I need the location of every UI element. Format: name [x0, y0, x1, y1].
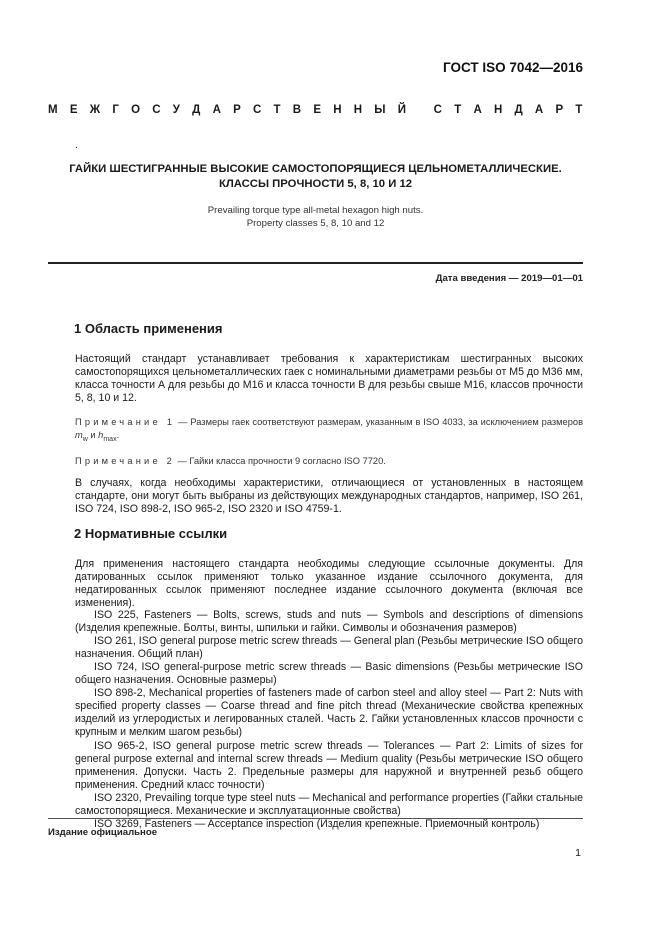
standard-number: ГОСТ ISO 7042—2016 [443, 60, 583, 75]
heading-letter: Д [192, 104, 201, 116]
page-number: 1 [575, 847, 581, 859]
heading-space [418, 104, 422, 116]
note-1-label: Примечание 1 [75, 417, 176, 428]
footer-divider [48, 818, 583, 819]
title-en-line-1: Prevailing torque type all-metal hexagon high nuts. [207, 205, 424, 216]
heading-letter: Ж [89, 104, 101, 116]
document-body [75, 322, 583, 831]
heading-letter: Д [514, 104, 524, 116]
section-1-heading: 1 Область применения [74, 321, 223, 336]
heading-letter: Н [353, 104, 363, 116]
heading-letter: А [212, 104, 222, 116]
heading-letter: Н [493, 104, 503, 116]
heading-letter: Т [273, 104, 282, 116]
section-2-heading: 2 Нормативные ссылки [74, 526, 228, 542]
reference-item: ISO 2320, Prevailing torque type steel nuts — Mechanical and performance properties (Гайки стальные самостопорящиеся. Механические и эксплуатационные свойства) [75, 791, 583, 817]
note-1-and: и [87, 429, 99, 440]
reference-item: ISO 898-2, Mechanical properties of fasteners made of carbon steel and alloy steel — Part 2: Nuts with specified property classes — Coarse thread and fine pitch thread (Механические свойства крепежных изделий из углеродистых и легированных сталей. Часть 2. Гайки установленных классов прочности с крупным и мелким шагом резьбы) [75, 687, 583, 739]
title-ru-line-2: КЛАССЫ ПРОЧНОСТИ 5, 8, 10 И 12 [218, 178, 413, 190]
introduction-date: Дата введения — 2019—01—01 [435, 273, 583, 284]
stray-dot: . [75, 140, 78, 151]
note-2 [75, 455, 583, 468]
title-divider [48, 262, 583, 264]
heading-letter: С [253, 104, 262, 116]
note-1-symbol-h: h [98, 429, 104, 440]
reference-item: ISO 965-2, ISO general purpose metric screw threads — Tolerances — Part 2: Limits of sizes for general purpose external and internal screw threads — Medium quality (Резьбы метрические ISO общего применения. Допуски. Часть 2. Предельные размеры для наружной и внутренней резьб общего применения. Средний класс точности) [75, 739, 583, 791]
section-1-paragraph-1: Настоящий стандарт устанавливает требования к характеристикам шестигранных высоких самостопорящихся цельнометаллических гаек с номинальными диаметрами резьбы от М5 до М36 мм, класса точности А для резьбы до М16 и класса точности В для резьбы свыше М16, классов прочности 5, 8, 10 и 12. [75, 353, 583, 405]
heading-letter: Ы [374, 104, 387, 116]
note-2-label: Примечание 2 [75, 456, 175, 467]
reference-item: ISO 3269, Fasteners — Acceptance inspection (Изделия крепежные. Приемочный контроль) [94, 818, 540, 831]
heading-letter: Н [333, 104, 343, 116]
heading-letter: Р [555, 104, 564, 116]
reference-item: ISO 724, ISO general-purpose metric screw threads — Basic dimensions (Резьбы метрические ISO общего назначения. Основные размеры) [75, 660, 583, 687]
note-2-text: — Гайки класса прочности 9 согласно ISO 7720. [174, 456, 386, 467]
heading-letter: Т [575, 104, 583, 116]
heading-letter: С [433, 104, 443, 116]
title-ru-line-1: ГАЙКИ ШЕСТИГРАННЫЕ ВЫСОКИЕ САМОСТОПОРЯЩИЕСЯ ЦЕЛЬНОМЕТАЛЛИЧЕСКИЕ. [69, 163, 562, 175]
section-2-intro: Для применения настоящего стандарта необходимы следующие ссылочные документы. Для датированных ссылок применяют только указанное издание ссылочного документа, для недатированных ссылок применяют последнее издание ссылочного документа (включая все изменения). [75, 558, 583, 610]
note-1-symbol-m: m [75, 429, 83, 440]
heading-letter: В [292, 104, 302, 116]
official-edition-label: Издание официальное [48, 827, 158, 838]
note-1 [75, 416, 583, 446]
document-title-en [48, 204, 583, 230]
heading-letter: О [131, 104, 141, 116]
heading-letter: Т [454, 104, 462, 116]
heading-letter: А [534, 104, 544, 116]
title-en-line-2: Property classes 5, 8, 10 and 12 [246, 218, 385, 229]
reference-item: ISO 225, Fasteners — Bolts, screws, studs and nuts — Symbols and descriptions of dimensions (Изделия крепежные. Болты, винты, шпильки и гайки. Символы и обозначения размеров) [75, 608, 583, 634]
normative-references-list [75, 608, 583, 832]
heading-letter: Г [112, 104, 120, 116]
heading-letter: Е [69, 104, 78, 116]
document-title-ru [48, 162, 583, 192]
note-1-sub-w: w [82, 435, 88, 443]
heading-letter: У [172, 104, 181, 116]
heading-letter: Й [397, 104, 407, 116]
heading-letter: М [48, 104, 59, 116]
note-1-sub-max: max [103, 435, 117, 443]
reference-item: ISO 261, ISO general purpose metric screw threads — General plan (Резьбы метрические ISO общего назначения. Общий план) [75, 634, 583, 660]
heading-letter: Е [313, 104, 322, 116]
standard-type-heading [48, 104, 583, 116]
note-1-end: . [116, 429, 120, 440]
heading-letter: А [473, 104, 483, 116]
section-1-paragraph-2: В случаях, когда необходимы характеристики, отличающиеся от установленных в настоящем стандарте, они могут быть выбраны из действующих международных стандартов, например, ISO 261, ISO 724, ISO 898-2, ISO 965-2, ISO 2320 и ISO 4759-1. [75, 476, 583, 516]
heading-letter: С [152, 104, 162, 116]
note-1-text: — Размеры гаек соответствуют размерам, указанным в ISO 4033, за исключением размеров [175, 417, 584, 428]
heading-letter: Р [233, 104, 242, 116]
